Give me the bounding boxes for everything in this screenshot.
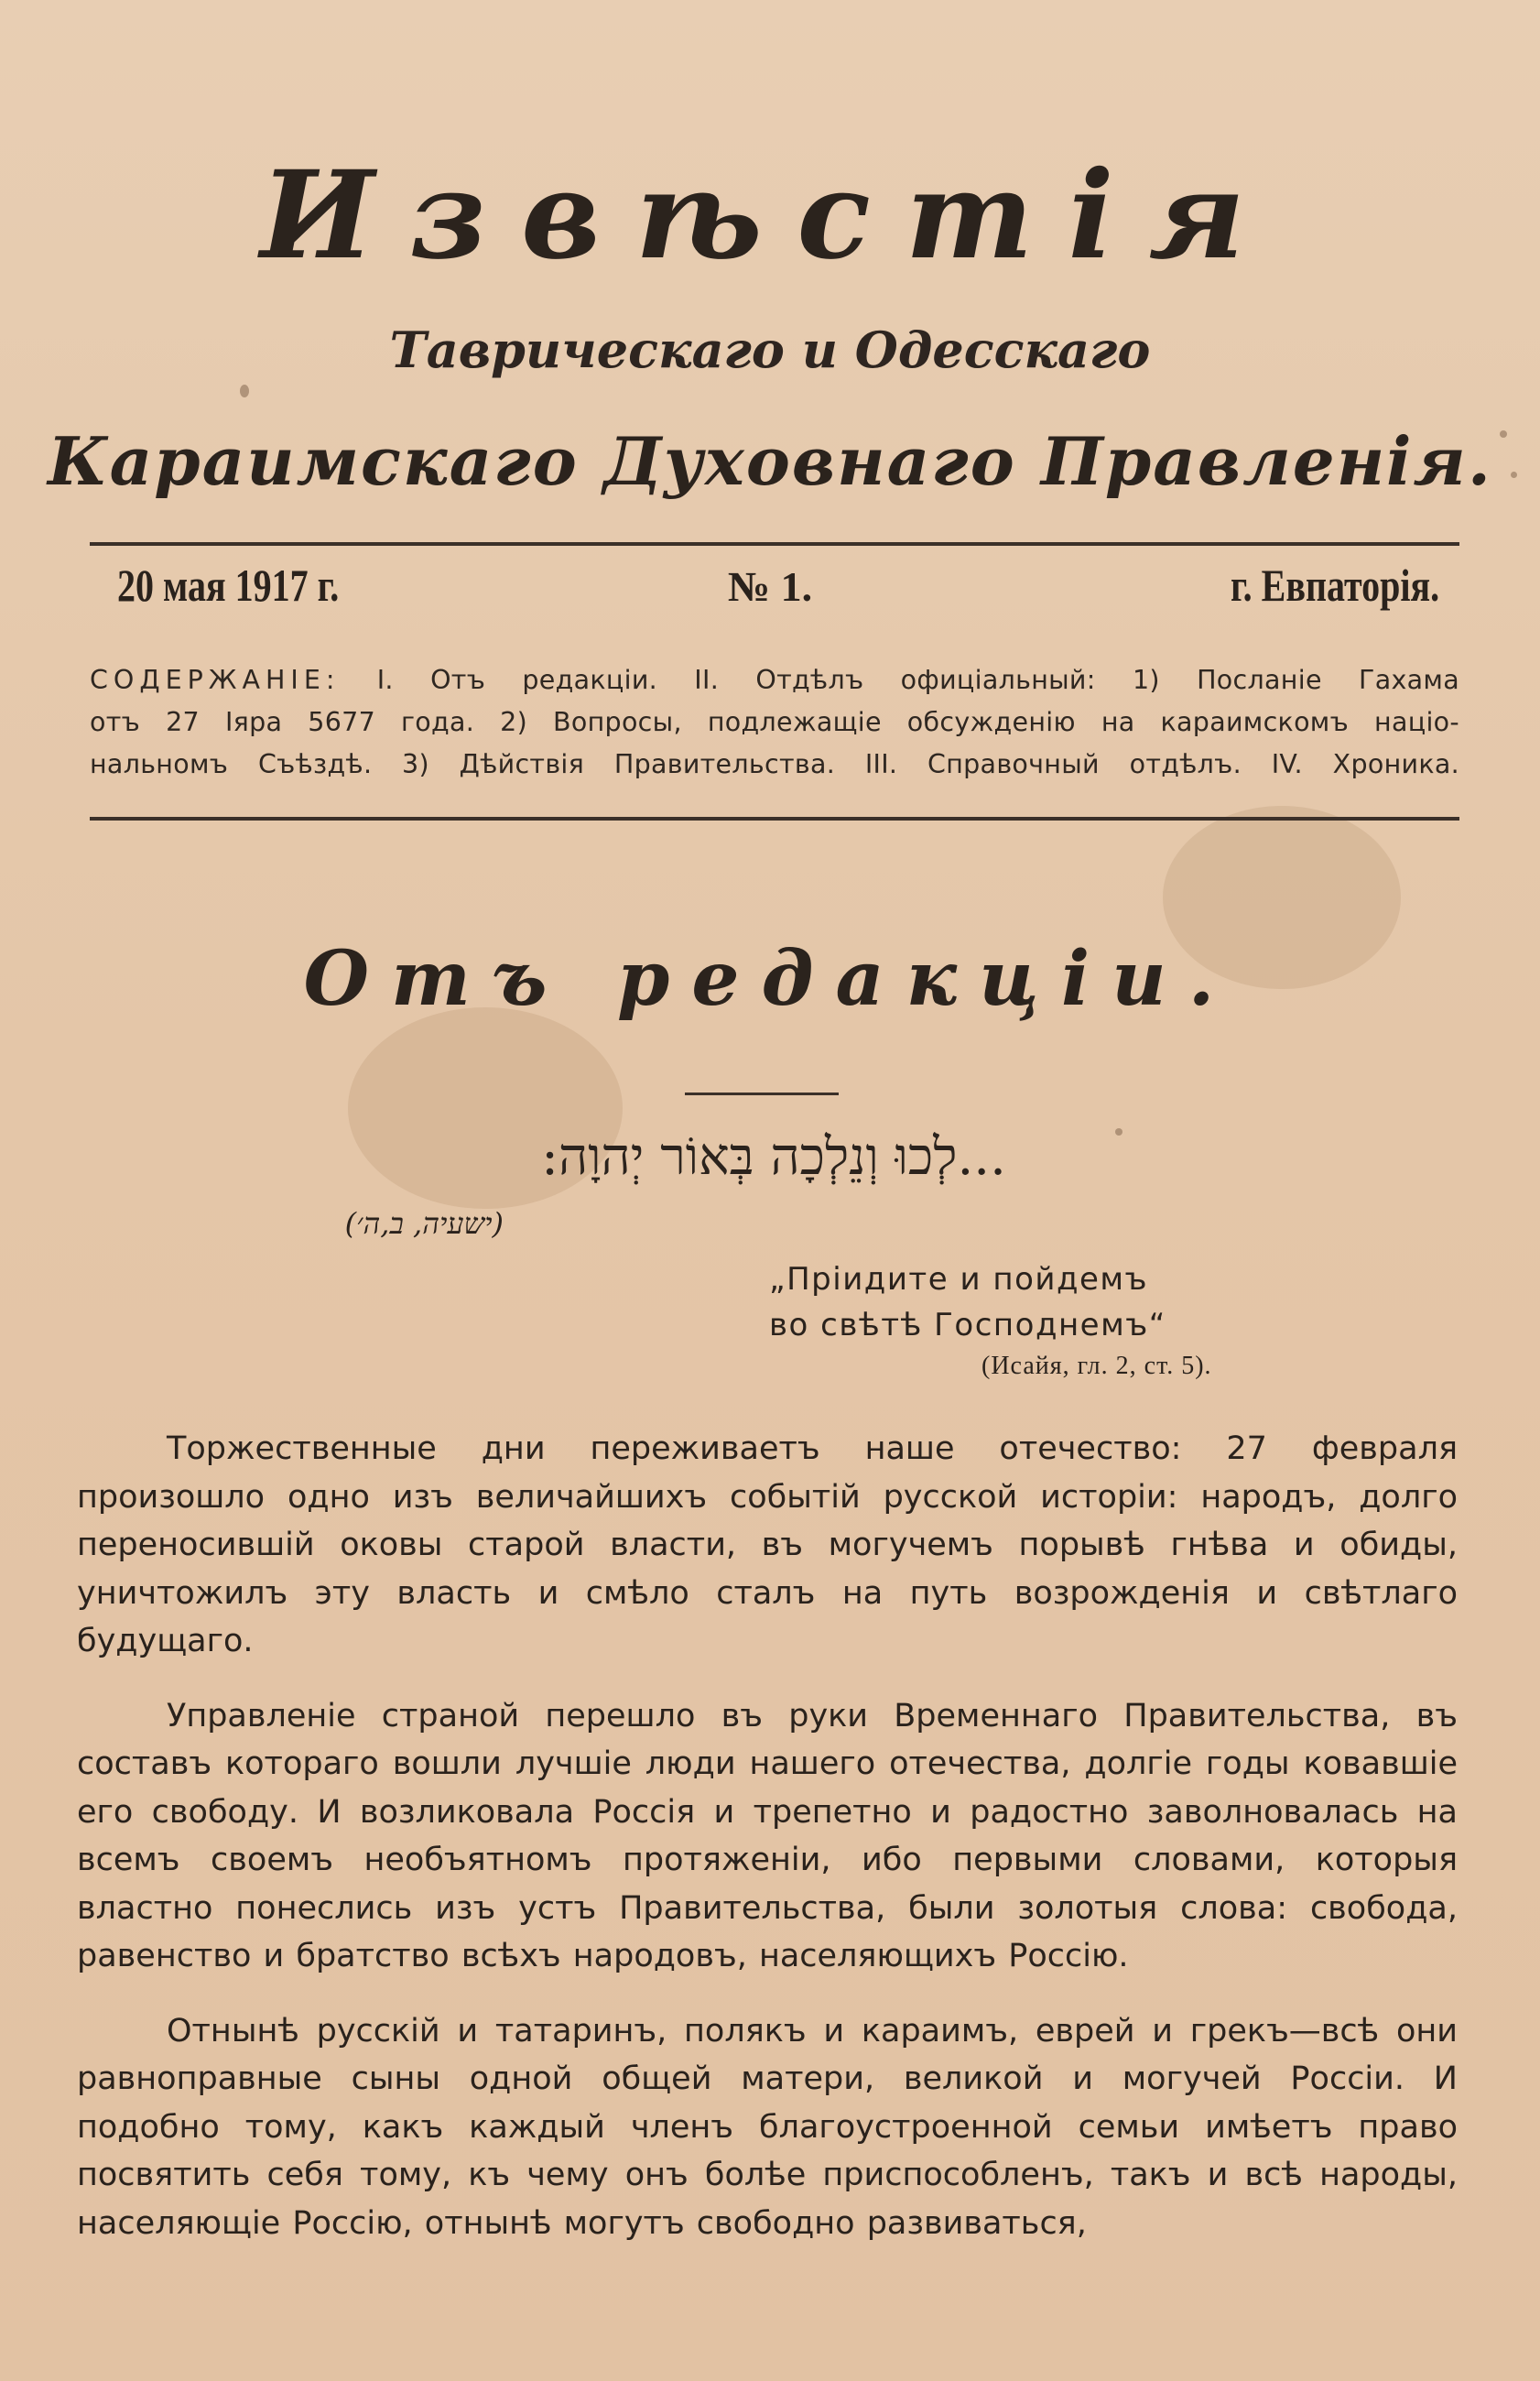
epigraph-line: во свѣтѣ Господнемъ“	[769, 1307, 1166, 1343]
epigraph-quote	[769, 1256, 1282, 1348]
masthead-title: Извѣстія	[260, 145, 1280, 287]
epigraph-hebrew: ...לְכוּ וְנֵלְכָה בְּאוֹר יְהוָה:	[541, 1127, 1006, 1187]
article-paragraph: Отнынѣ русскій и татаринъ, полякъ и караимъ, еврей и грекъ—всѣ они равноправные сыны одной общей матери, великой и могучей Россіи. И подобно тому, какъ каждый членъ благоустроенной семьи имѣетъ право посвятить себя тому, къ чему онъ болѣе приспособленъ, такъ и всѣ народы, населяющіе Россію, отнынѣ могутъ свободно развиваться,	[77, 2012, 1458, 2242]
article-paragraph: Торжественные дни переживаетъ наше отечество: 27 февраля произошло одно изъ величайшихъ событій русской исторіи: народъ, долго переносившій оковы старой власти, въ могучемъ порывѣ гнѣва и обиды, уничтожилъ эту власть и смѣло сталъ на путь возрожденія и свѣтлаго будущаго.	[77, 1430, 1458, 1659]
contents-line: нальномъ Съѣздѣ. 3) Дѣйствія Правительства. III. Справочный отдѣлъ. IV. Хроника.	[90, 749, 1459, 779]
masthead-subtitle-main: Караимскаго Духовнаго Правленія.	[48, 422, 1492, 500]
contents-rule	[90, 817, 1459, 821]
contents-label: СОДЕРЖАНІЕ:	[90, 665, 341, 695]
article-body	[77, 1425, 1458, 2274]
epigraph-line: „Пріидите и пойдемъ	[769, 1261, 1149, 1298]
issue-number: № 1.	[727, 563, 813, 610]
table-of-contents	[90, 659, 1459, 786]
masthead-rule	[90, 542, 1459, 546]
title-divider	[685, 1093, 839, 1095]
issue-date: 20 мая 1917 г.	[117, 560, 340, 611]
epigraph-reference: (Исайя, гл. 2, ст. 5).	[981, 1352, 1212, 1380]
issue-city: г. Евпаторія.	[1230, 560, 1439, 611]
article-paragraph: Управленіе страной перешло въ руки Временнаго Правительства, въ составъ котораго вошли лучшіе люди нашего отечества, долгіе годы ковавшіе его свободу. И возликовала Россія и трепетно и радостно заволновалась на всемъ своемъ необъятномъ протяженіи, ибо первыми словами, которыя властно понеслись изъ устъ Правительства, были золотыя слова: свобода, равенство и братство всѣхъ народовъ, населяющихъ Россію.	[77, 1697, 1458, 1974]
contents-line: отъ 27 Іяра 5677 года. 2) Вопросы, подлежащіе обсужденію на караимскомъ націо-	[90, 707, 1459, 737]
epigraph-hebrew-reference: (ישעיה, ב,ה׳)	[344, 1206, 504, 1241]
paper-speck	[240, 385, 249, 397]
article-title: Отъ редакціи.	[303, 935, 1237, 1023]
contents-line: СОДЕРЖАНІЕ: I. Отъ редакціи. II. Отдѣлъ офиціальный: 1) Посланіе Гахама	[90, 665, 1459, 695]
masthead-subtitle: Таврическаго и Одесскаго	[389, 321, 1151, 379]
